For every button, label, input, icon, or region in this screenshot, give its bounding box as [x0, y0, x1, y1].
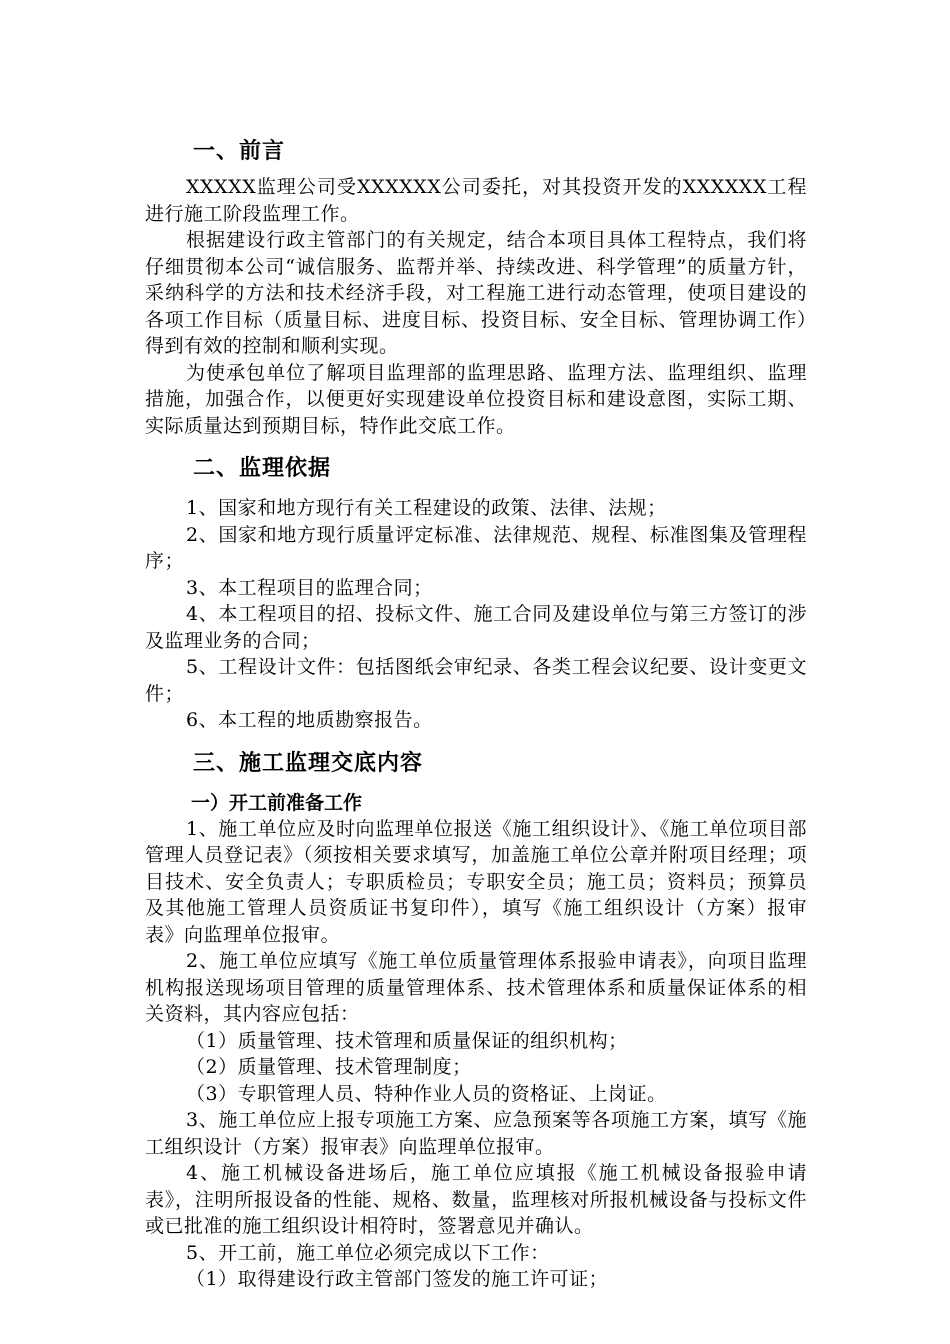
paragraph: 根据建设行政主管部门的有关规定，结合本项目具体工程特点，我们将仔细贯彻本公司“诚信服务、监帮并举、持续改进、科学管理”的质量方针，采纳科学的方法和技术经济手段，对工程施工进行动态管理，使项目建设的各项工作目标（质量目标、进度目标、投资目标、安全目标、管理协调工作）得到有效的控制和顺利实现。: [145, 229, 807, 357]
list-item: （2）质量管理、技术管理制度；: [186, 1056, 472, 1078]
document-body: [145, 130, 807, 1293]
section-title-preface: 一、前言: [193, 139, 286, 164]
list-item: 6、本工程的地质勘察报告。: [186, 709, 433, 731]
list-item: 5、开工前，施工单位必须完成以下工作：: [186, 1241, 550, 1264]
list-item: 1、国家和地方现行有关工程建设的政策、法律、法规；: [186, 497, 667, 519]
list-item: 4、本工程项目的招、投标文件、施工合同及建设单位与第三方签订的涉及监理业务的合同；: [145, 603, 807, 652]
subsection-title: 一）开工前准备工作: [191, 791, 363, 814]
list-item: （1）取得建设行政主管部门签发的施工许可证；: [186, 1268, 609, 1290]
list-item: 3、本工程项目的监理合同；: [186, 576, 433, 599]
list-item: 4、施工机械设备进场后，施工单位应填报《施工机械设备报验申请表》，注明所报设备的性能、规格、数量，监理核对所报机械设备与投标文件或已批准的施工组织设计相符时，签署意见并确认。: [145, 1162, 807, 1237]
section-title-basis: 二、监理依据: [193, 456, 332, 481]
list-item: 2、施工单位应填写《施工单位质量管理体系报验申请表》，向项目监理机构报送现场项目管理的质量管理体系、技术管理体系和质量保证体系的相关资料，其内容应包括：: [145, 950, 807, 1025]
section-title-content: 三、施工监理交底内容: [193, 750, 424, 776]
list-item: 1、施工单位应及时向监理单位报送《施工组织设计》、《施工单位项目部管理人员登记表》（须按相关要求填写，加盖施工单位公章并附项目经理；项目技术、安全负责人；专职质检员；专职安全员；施工员；资料员；预算员及其他施工管理人员资质证书复印件），填写《施工组织设计（方案）报审表》向监理单位报审。: [145, 817, 807, 946]
list-item: 2、国家和地方现行质量评定标准、法律规范、规程、标准图集及管理程序；: [145, 523, 807, 572]
paragraph: 为使承包单位了解项目监理部的监理思路、监理方法、监理组织、监理措施，加强合作，以便更好实现建设单位投资目标和建设意图，实际工期、实际质量达到预期目标，特作此交底工作。: [145, 361, 807, 437]
list-item: 5、工程设计文件：包括图纸会审纪录、各类工程会议纪要、设计变更文件；: [145, 656, 807, 705]
list-item: （1）质量管理、技术管理和质量保证的组织机构；: [186, 1029, 628, 1052]
list-item: 3、施工单位应上报专项施工方案、应急预案等各项施工方案，填写《施工组织设计（方案）报审表》向监理单位报审。: [145, 1109, 807, 1158]
paragraph: XXXXX监理公司受XXXXXX公司委托，对其投资开发的XXXXXX工程进行施工阶段监理工作。: [145, 176, 807, 225]
list-item: （3）专职管理人员、特种作业人员的资格证、上岗证。: [186, 1082, 667, 1105]
